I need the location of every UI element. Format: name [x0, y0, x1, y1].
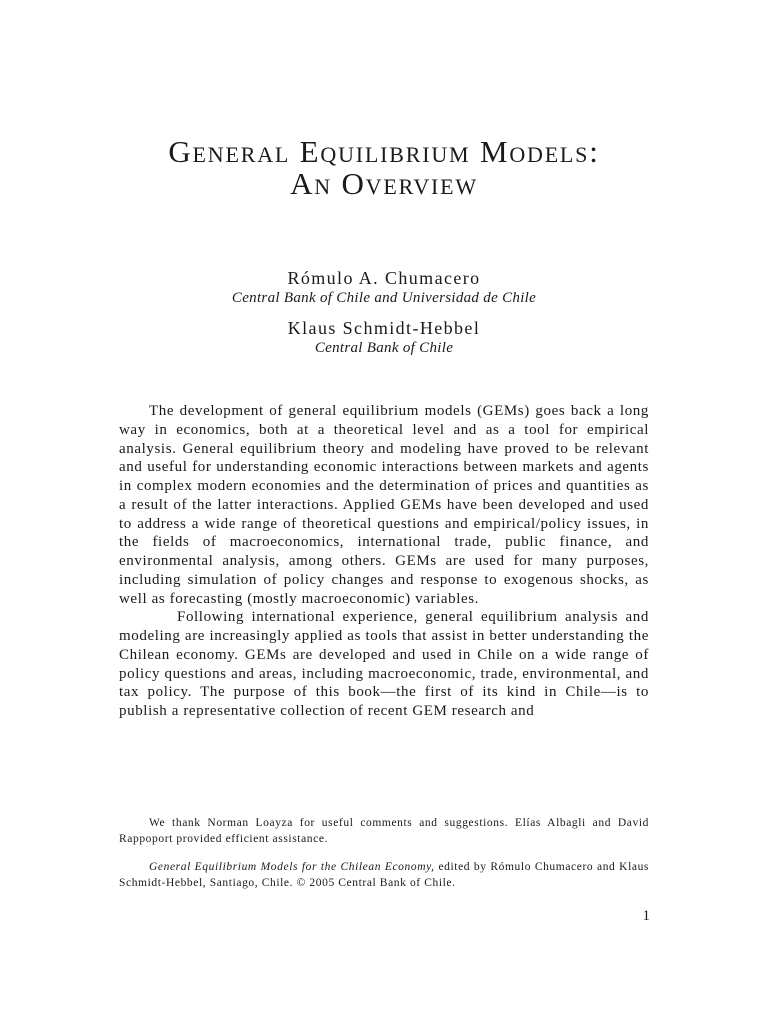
title-line-2: An Overview — [290, 166, 478, 201]
author-name-2: Klaus Schmidt-Hebbel — [287, 318, 481, 338]
footnote-citation-rest: edited by Rómulo Chumacero and Klaus Schmidt-Hebbel, Santiago, Chile. © 2005 Central Bank of Chile. — [119, 861, 649, 889]
body-paragraph-2: Following international experience, general equilibrium analysis and modeling are increasingly applied as tools that assist in better understanding the Chilean economy. GEMs are developed and used in Chile on a wide range of policy questions and areas, including macroeconomic, trade, environmental, and tax policy. The purpose of this book—the first of its kind in Chile—is to publish a representative collection of recent GEM research and — [119, 609, 649, 719]
footnote-acknowledgments: We thank Norman Loayza for useful comments and suggestions. Elías Albagli and David Rappoport provided efficient assistance. — [119, 817, 649, 845]
footnote-book-title: General Equilibrium Models for the Chilean Economy, — [149, 861, 435, 873]
page-number: 1 — [642, 908, 650, 924]
title-line-1: General Equilibrium Models: — [168, 134, 600, 169]
author-name-1: Rómulo A. Chumacero — [287, 268, 481, 288]
footnote-citation — [119, 860, 649, 891]
author-affiliation-2: Central Bank of Chile — [314, 340, 454, 356]
body-text — [119, 402, 649, 721]
body-paragraph-1: The development of general equilibrium models (GEMs) goes back a long way in economics, both at a theoretical level and as a tool for empirical analysis. General equilibrium theory and modeling have proved to be relevant and useful for understanding economic interactions between markets and agents in complex modern economies and the determination of prices and quantities as a result of the latter interactions. Applied GEMs have been developed and used to address a wide range of theoretical questions and empirical/policy issues, in the fields of macroeconomics, international trade, public finance, and environmental analysis, among others. GEMs are used for many purposes, including simulation of policy changes and response to exogenous shocks, as well as forecasting (mostly macroeconomic) variables. — [119, 403, 649, 607]
author-affiliation-1: Central Bank of Chile and Universidad de Chile — [231, 290, 537, 306]
